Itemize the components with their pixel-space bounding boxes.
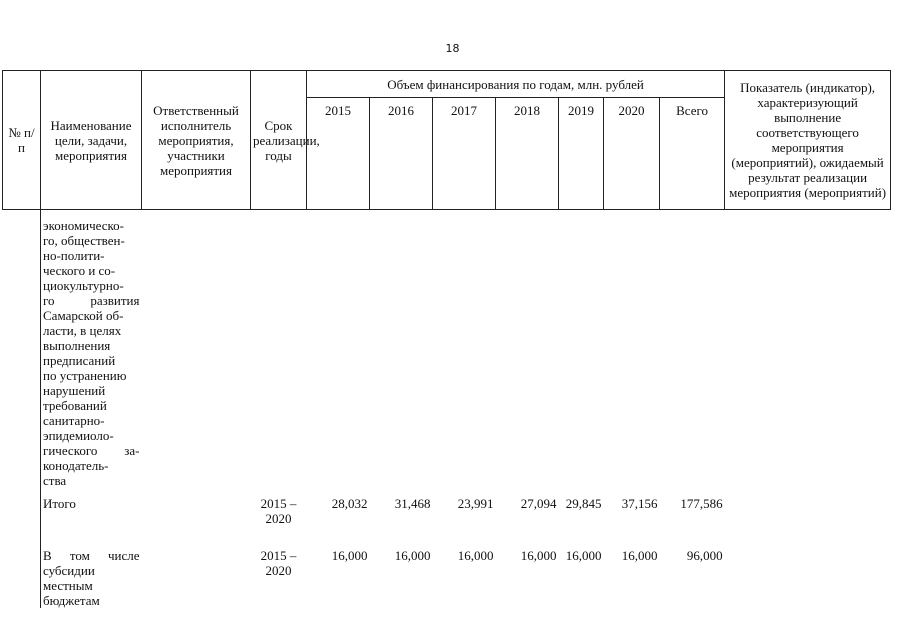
description-line: ства [43,473,67,488]
description-line: требований [43,398,107,413]
table-row-subsidy [3,548,891,608]
total-2018: 27,094 [520,496,557,511]
total-2015: 28,032 [331,496,368,511]
description-line: го развития [43,293,140,308]
total-term: 2015 – 2020 [260,496,297,526]
total-2020: 37,156 [621,496,658,511]
subsidy-label: В том числе субсидии местным бюджетам [41,548,142,608]
subsidy-2019: 16,000 [565,548,602,563]
subsidy-2018: 16,000 [520,548,557,563]
description-line: Самарской об- [43,308,124,323]
subsidy-sum: 96,000 [686,548,723,563]
header-indicator: Показатель (индикатор), характеризующий выполнение соответствующего мероприятия (мероприятий), ожидаемый результат реализации мероприятия (мероприятий) [725,71,891,210]
subsidy-2015: 16,000 [331,548,368,563]
description-line: ласти, в целях [43,323,122,338]
total-label: Итого [41,496,142,526]
header-name: Наименование цели, задачи, мероприятия [41,71,142,210]
header-total: Всего [660,98,725,210]
description-line: эпидемиоло- [43,428,114,443]
description-line: но-полити- [43,248,105,263]
description-line: по устранению [43,368,127,383]
subsidy-2016: 16,000 [394,548,431,563]
description-line: выполнения [43,338,111,353]
header-year-2020: 2020 [604,98,660,210]
header-year-2015: 2015 [307,98,370,210]
page-number: 18 [445,42,460,55]
description-line: ческого и со- [43,263,116,278]
header-year-2018: 2018 [496,98,559,210]
total-2019: 29,845 [565,496,602,511]
description-line: го, обществен- [43,233,125,248]
total-sum: 177,586 [680,496,723,511]
financing-table [2,70,891,608]
header-no: № п/п [3,71,41,210]
description-line: конодатель- [43,458,109,473]
subsidy-term: 2015 – 2020 [260,548,297,578]
header-year-2017: 2017 [433,98,496,210]
header-responsible: Ответственный исполнитель мероприятия, участники мероприятия [142,71,251,210]
subsidy-2017: 16,000 [457,548,494,563]
description-line: гического за- [43,443,140,458]
description-cell [41,210,142,489]
header-funding: Объем финансирования по годам, млн. рублей [307,71,725,98]
total-2016: 31,468 [394,496,431,511]
description-line: циокультурно- [43,278,124,293]
description-line: предписаний [43,353,116,368]
header-year-2019: 2019 [559,98,604,210]
subsidy-2020: 16,000 [621,548,658,563]
description-line: санитарно- [43,413,105,428]
description-line: экономическо- [43,218,125,233]
header-term: Срок реализации, годы [251,71,307,210]
table-row-total [3,496,891,526]
description-line: нарушений [43,383,106,398]
header-year-2016: 2016 [370,98,433,210]
total-2017: 23,991 [457,496,494,511]
